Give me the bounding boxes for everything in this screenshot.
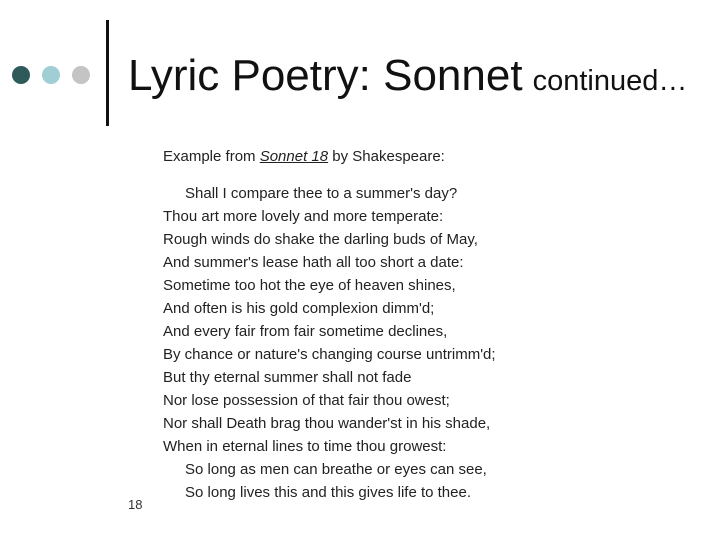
decorative-dot-1 — [12, 66, 30, 84]
poem-line: But thy eternal summer shall not fade — [163, 369, 412, 386]
poem-line: When in eternal lines to time thou growest: — [163, 438, 447, 455]
work-title: Sonnet 18 — [259, 148, 329, 165]
poem-line: Sometime too hot the eye of heaven shines, — [163, 277, 456, 294]
decorative-dot-2 — [42, 66, 60, 84]
poem-line: And summer's lease hath all too short a date: — [163, 254, 464, 271]
poem-text — [163, 182, 496, 504]
title-divider-bar — [106, 20, 109, 126]
slide-title — [128, 51, 687, 101]
intro-before: Example from — [163, 148, 260, 165]
slide-title-suffix: continued… — [532, 65, 688, 97]
poem-line: By chance or nature's changing course untrimm'd; — [163, 346, 496, 363]
poem-line: And often is his gold complexion dimm'd; — [163, 300, 435, 317]
poem-line: Shall I compare thee to a summer's day? — [185, 185, 458, 202]
slide-title-main: Lyric Poetry: Sonnet — [128, 51, 523, 100]
poem-line: Rough winds do shake the darling buds of May, — [163, 231, 478, 248]
poem-line: Nor lose possession of that fair thou owest; — [163, 392, 450, 409]
slide-number: 18 — [128, 497, 143, 512]
decorative-dot-3 — [72, 66, 90, 84]
intro-line — [163, 148, 445, 165]
poem-line: Thou art more lovely and more temperate: — [163, 208, 444, 225]
poem-line: So long as men can breathe or eyes can see, — [185, 461, 487, 478]
poem-line: So long lives this and this gives life to thee. — [185, 484, 471, 501]
poem-line: And every fair from fair sometime declines, — [163, 323, 448, 340]
intro-after: by Shakespeare: — [328, 148, 445, 165]
poem-line: Nor shall Death brag thou wander'st in his shade, — [163, 415, 491, 432]
